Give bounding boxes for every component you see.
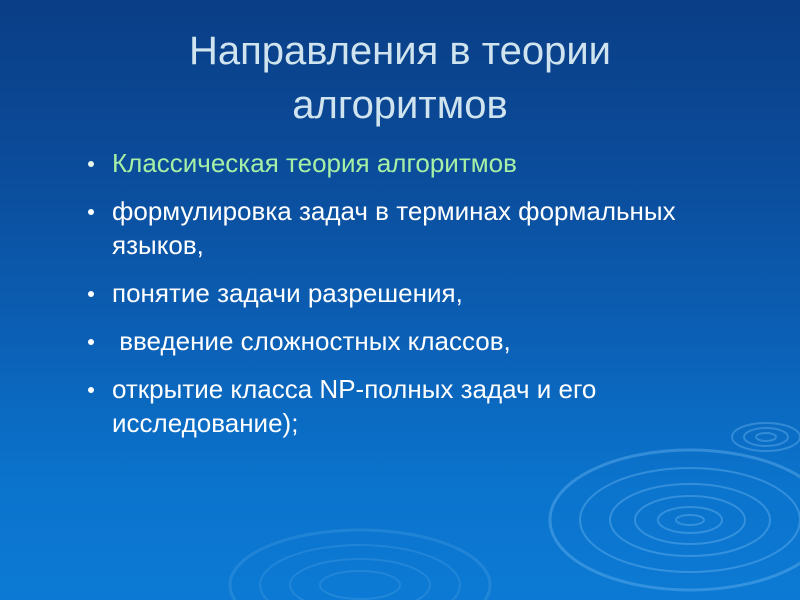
bullet-text: понятие задачи разрешения, <box>112 278 463 308</box>
bullet-text: открытие класса NP-полных задач и его исследование); <box>112 374 597 438</box>
bullet-item <box>86 324 726 358</box>
bullet-item <box>86 146 726 180</box>
bullet-item <box>86 276 726 310</box>
bullet-dot-icon <box>88 339 94 345</box>
bullet-dot-icon <box>88 291 94 297</box>
bullet-dot-icon <box>88 161 94 167</box>
bullet-list <box>86 146 726 454</box>
bullet-text: формулировка задач в терминах формальных языков, <box>112 196 676 260</box>
bullet-item <box>86 372 726 440</box>
bullet-dot-icon <box>88 387 94 393</box>
bullet-item <box>86 194 726 262</box>
bullet-text: введение сложностных классов, <box>112 326 511 356</box>
bullet-dot-icon <box>88 209 94 215</box>
bullet-text: Классическая теория алгоритмов <box>112 148 517 178</box>
slide-title: Направления в теории алгоритмов <box>188 29 612 127</box>
